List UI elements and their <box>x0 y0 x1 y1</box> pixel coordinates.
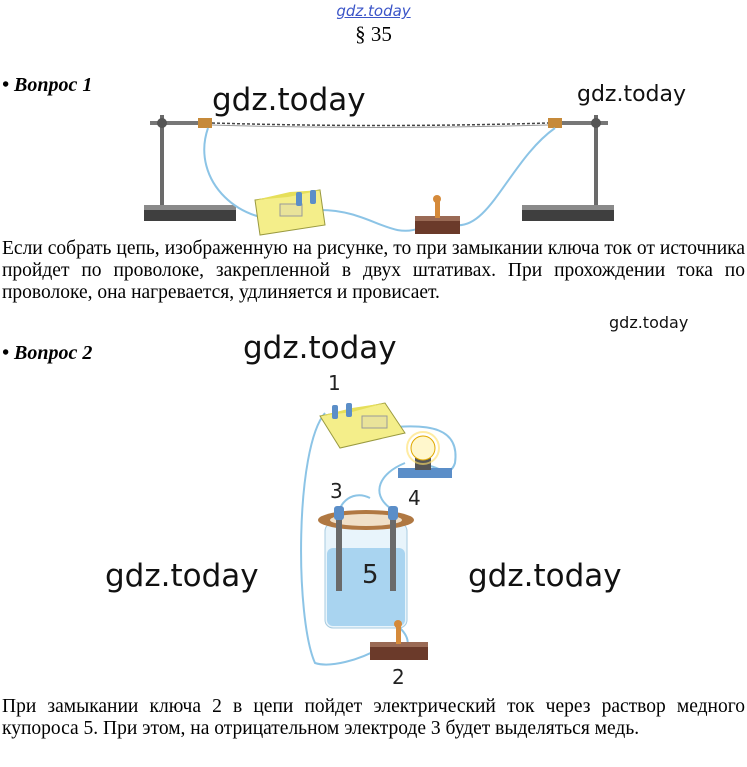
power-supply <box>320 403 405 448</box>
label-2: 2 <box>392 665 405 688</box>
watermark: gdz.today <box>105 558 259 594</box>
figure-2-electrolysis-circuit <box>290 368 470 688</box>
answer-1-text: Если собрать цепь, изображенную на рисунке, то при замыкании ключа ток от источника пройдет по проволоке, закрепленной в двух штативах. При прохождении тока по проволоке, она нагревается, удлиняется и провисает. <box>2 238 745 303</box>
watermark: gdz.today <box>212 82 366 118</box>
label-1: 1 <box>328 371 341 395</box>
watermark: gdz.today <box>243 330 397 366</box>
section-number: § 35 <box>355 22 392 46</box>
site-header-link[interactable]: gdz.today <box>336 2 411 20</box>
left-stand <box>144 115 236 221</box>
watermark: gdz.today <box>609 313 689 332</box>
label-4: 4 <box>408 486 421 510</box>
switch-key <box>415 195 460 234</box>
figure-1-thermal-circuit <box>130 100 630 240</box>
watermark: gdz.today <box>468 558 622 594</box>
right-stand <box>522 115 614 221</box>
label-5: 5 <box>362 560 379 590</box>
lamp <box>398 432 452 478</box>
question-2-title: • Вопрос 2 <box>2 342 93 364</box>
answer-2-text: При замыкании ключа 2 в цепи пойдет электрический ток через раствор медного купороса 5. При этом, на отрицательном электроде 3 будет выделяться медь. <box>2 696 745 739</box>
label-3: 3 <box>330 479 343 503</box>
question-1-title: • Вопрос 1 <box>2 74 93 96</box>
watermark: gdz.today <box>577 82 687 107</box>
power-supply <box>255 190 325 235</box>
